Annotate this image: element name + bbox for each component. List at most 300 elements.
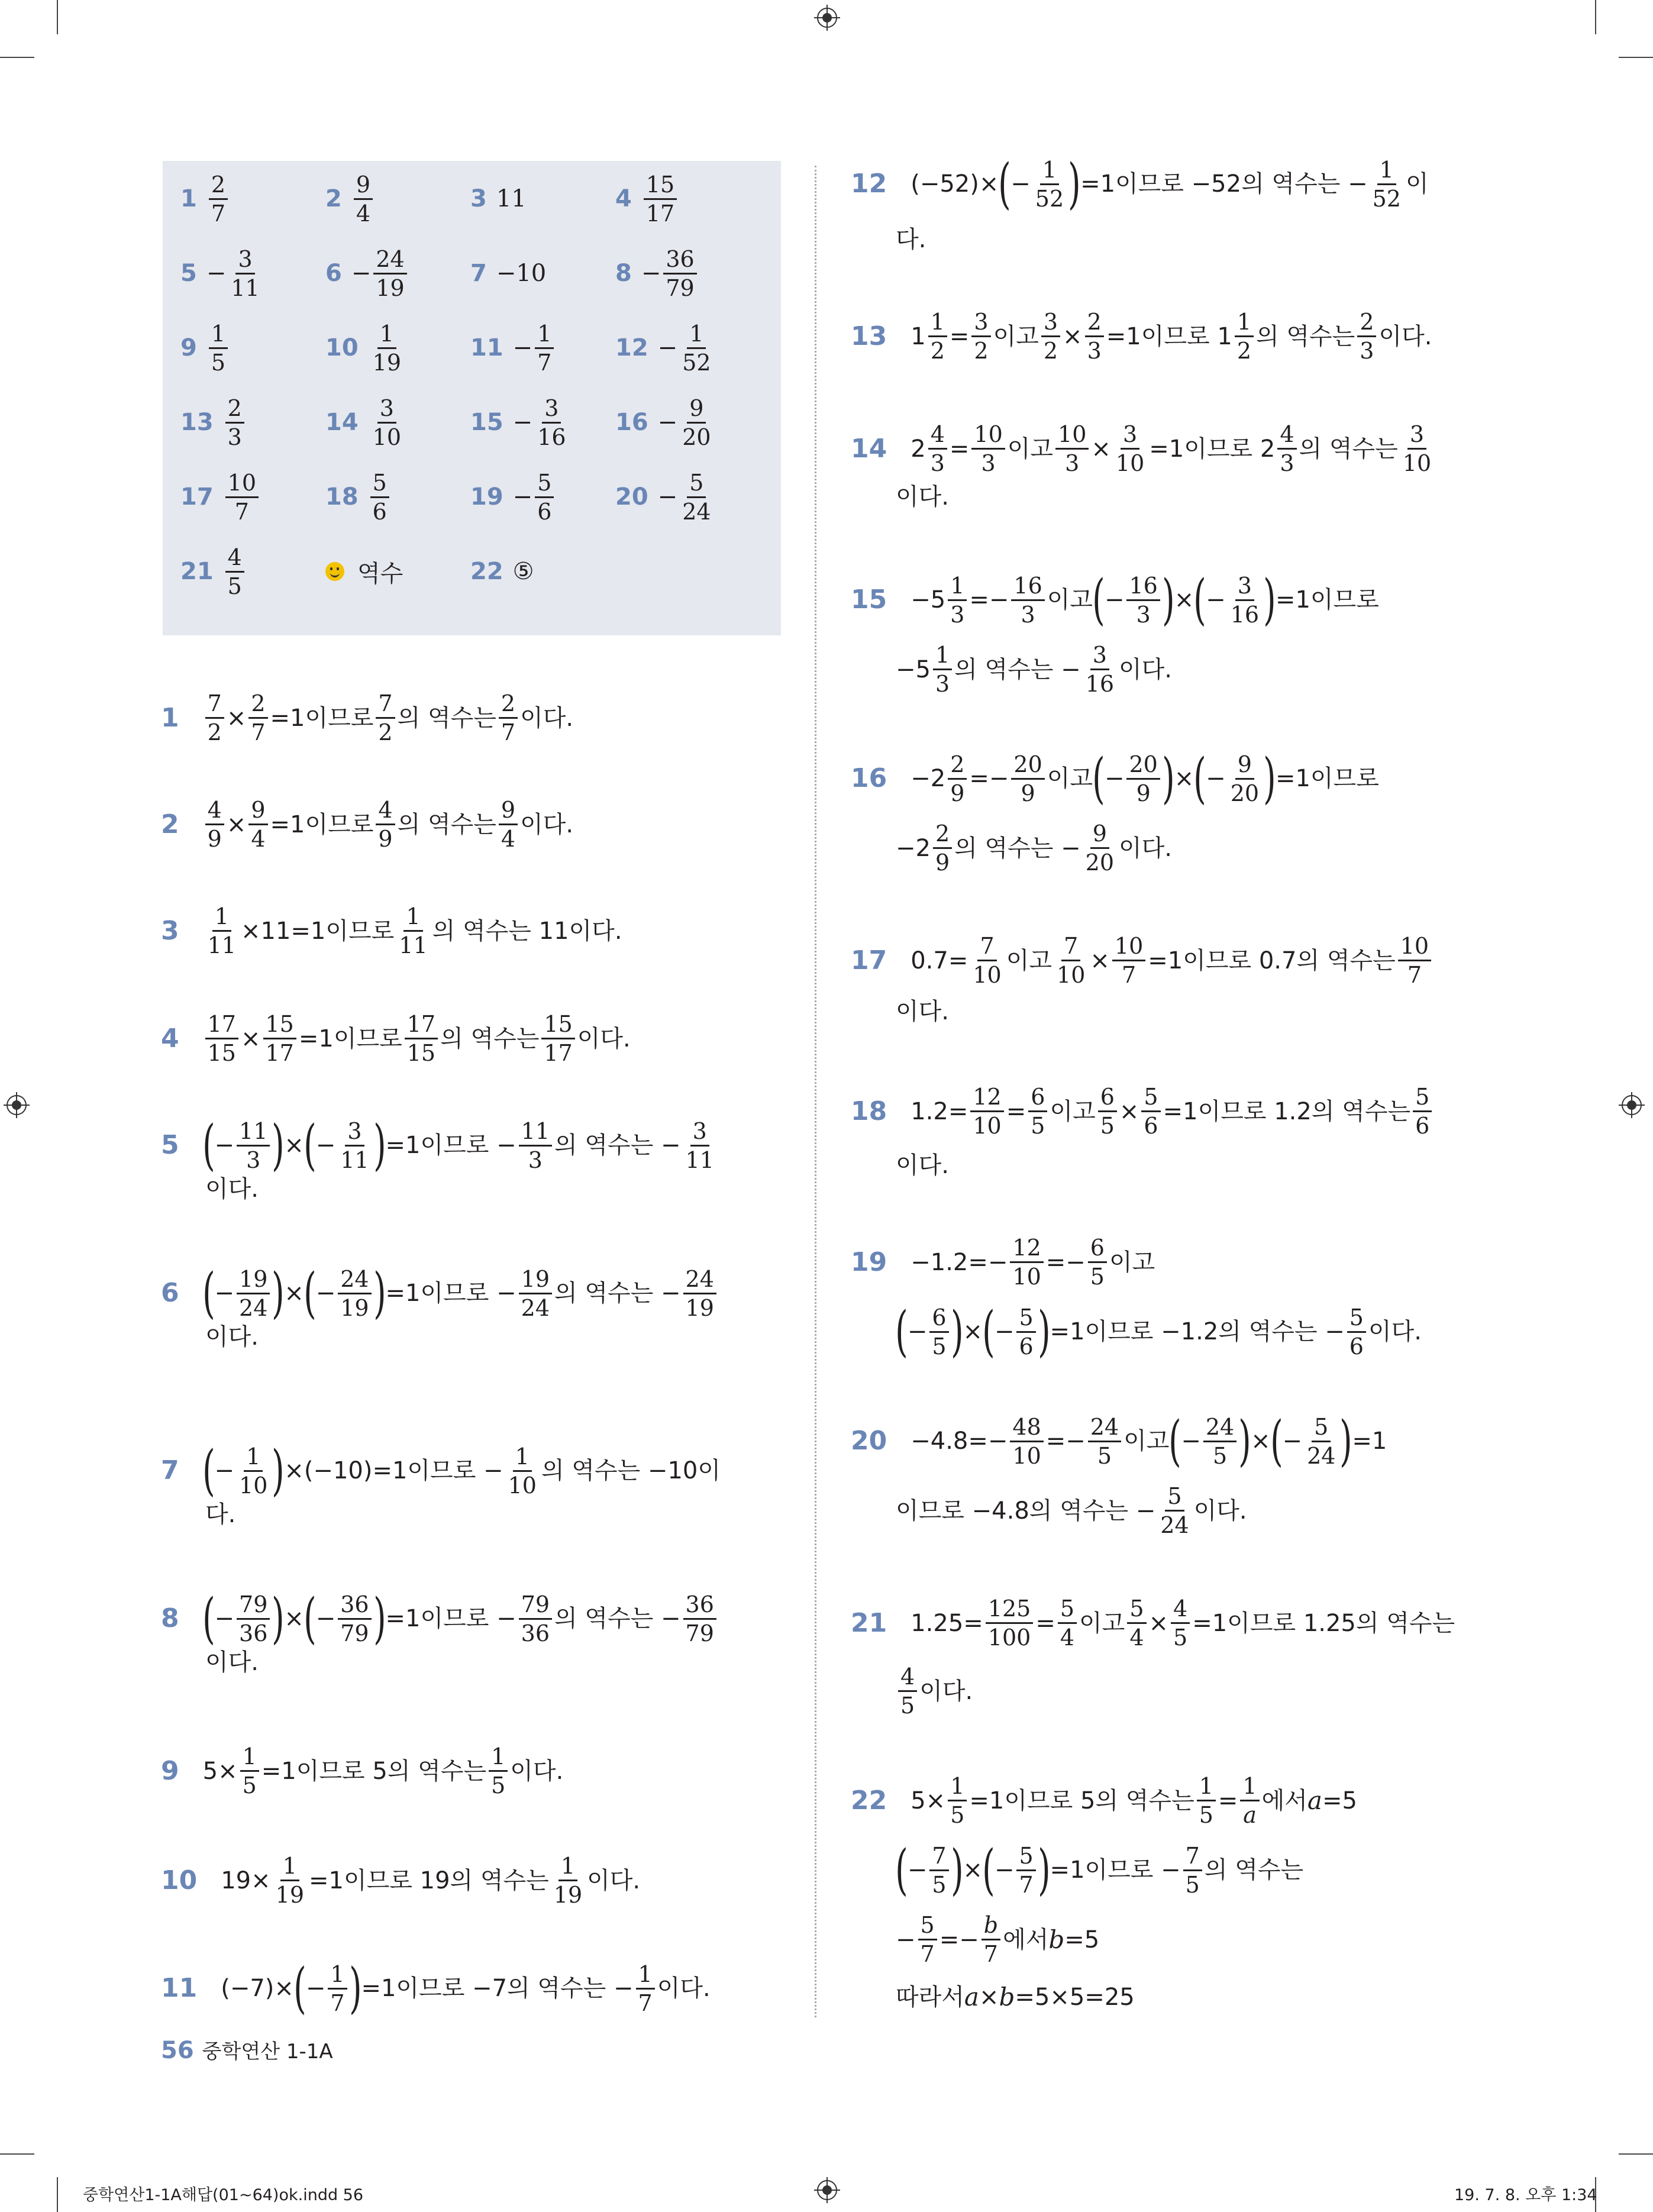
numerator: 11 — [519, 1120, 552, 1147]
denominator: 3 — [1280, 450, 1294, 476]
text-run: − — [994, 1318, 1015, 1345]
left-paren: ( — [1092, 568, 1105, 631]
solution-line — [205, 1177, 259, 1201]
solution-line — [896, 1000, 949, 1023]
answer-number: 14 — [325, 409, 359, 436]
denominator: 3 — [1360, 338, 1374, 364]
fraction — [1028, 1086, 1047, 1137]
left-paren: ( — [304, 1113, 317, 1177]
left-paren: ( — [304, 1261, 317, 1325]
numerator: 5 — [1347, 1306, 1366, 1333]
denominator: 3 — [227, 424, 242, 450]
answer-number: 20 — [615, 483, 648, 511]
problem-number: 1 — [161, 702, 179, 733]
denominator: 3 — [935, 671, 950, 697]
text-run: (−7)× — [221, 1975, 294, 2002]
answer-number: 18 — [325, 483, 359, 511]
solution-line — [851, 1775, 1357, 1826]
denominator: 5 — [1097, 1442, 1112, 1469]
text-run: 이고 — [1109, 1248, 1155, 1276]
denominator: 3 — [1021, 601, 1035, 628]
numerator: 5 — [1058, 1597, 1077, 1624]
text-run: ×(−10)=1이므로 − — [284, 1457, 503, 1484]
text-run: − — [1104, 586, 1125, 613]
problem-number: 14 — [851, 433, 887, 464]
numerator: 10 — [1398, 935, 1431, 961]
solution-line — [851, 1086, 1434, 1137]
denominator: 5 — [900, 1693, 915, 1719]
numerator: 24 — [1203, 1416, 1236, 1442]
fraction — [971, 423, 1005, 474]
answer-number: 21 — [180, 558, 214, 585]
solution-line — [896, 228, 926, 251]
numerator: 1 — [948, 1775, 967, 1801]
fraction — [982, 1914, 1000, 1965]
problem-number: 22 — [851, 1785, 887, 1816]
denominator: 5 — [242, 1772, 257, 1798]
text-run: −4.8=− — [911, 1428, 1008, 1455]
left-paren: ( — [202, 1587, 215, 1650]
numerator: 5 — [1141, 1086, 1160, 1112]
text-run: 이므로 −4.8의 역수는 − — [896, 1497, 1156, 1525]
problem-number: 7 — [161, 1455, 179, 1486]
denominator: 79 — [340, 1620, 369, 1646]
registration-mark-icon — [1619, 1092, 1645, 1118]
fraction — [1197, 1775, 1216, 1826]
denominator: 15 — [406, 1040, 436, 1066]
denominator: 2 — [378, 719, 393, 745]
problem-number: 6 — [161, 1278, 179, 1308]
answer-number: 7 — [470, 260, 487, 287]
answer-number: 8 — [615, 260, 632, 287]
denominator: 36 — [239, 1620, 268, 1646]
numerator: 10 — [971, 423, 1005, 450]
fraction — [489, 1745, 508, 1797]
denominator: 10 — [1115, 450, 1145, 476]
fraction — [405, 1013, 438, 1064]
fraction — [683, 1265, 716, 1321]
text-run: =1이므로 1.2의 역수는 — [1163, 1097, 1411, 1125]
denominator: 52 — [1035, 185, 1064, 212]
numerator: 1 — [377, 322, 396, 349]
answer-item — [180, 461, 261, 532]
fraction — [1083, 644, 1116, 695]
text-run: 의 역수는 — [440, 1025, 540, 1052]
denominator: 5 — [1173, 1625, 1188, 1651]
fraction — [680, 469, 713, 525]
text-run: 다. — [205, 1501, 236, 1528]
text-run: 의 역수는 — [1256, 322, 1355, 350]
slug-file: 중학연산1-1A해답(01~64)ok.indd 56 — [83, 2186, 364, 2204]
fraction — [338, 1265, 371, 1321]
text-run: × — [226, 810, 247, 838]
denominator: 3 — [1087, 338, 1102, 364]
denominator: 24 — [1160, 1512, 1189, 1538]
answer-number: 13 — [180, 409, 214, 436]
numerator: 9 — [248, 799, 267, 825]
denominator: 10 — [239, 1472, 268, 1499]
denominator: 20 — [1085, 850, 1115, 876]
answer-item — [470, 163, 527, 234]
solution-line — [161, 1113, 719, 1177]
text-run: 이다. — [657, 1975, 711, 2002]
right-paren: ) — [1162, 747, 1175, 810]
left-paren: ( — [202, 1113, 215, 1177]
left-paren: ( — [982, 1838, 995, 1901]
fraction — [683, 1120, 716, 1171]
problem-number: 2 — [161, 809, 179, 839]
solution-line — [161, 799, 573, 850]
solution-line — [896, 822, 1172, 874]
text-run: =1 — [1352, 1428, 1387, 1455]
text-run: − — [214, 1132, 235, 1159]
answer-number: 6 — [325, 260, 342, 287]
right-paren: ) — [1162, 568, 1175, 631]
text-run: − — [907, 1318, 928, 1345]
fraction — [1011, 753, 1044, 805]
denominator: 3 — [930, 450, 945, 476]
numerator: 3 — [1235, 574, 1254, 601]
numerator: 3 — [1090, 644, 1109, 670]
denominator: 5 — [1090, 1264, 1105, 1290]
denominator: 2 — [1043, 338, 1058, 364]
fraction — [1305, 1413, 1338, 1469]
fraction — [680, 322, 713, 374]
text-run: ×11=1이므로 — [240, 917, 395, 945]
right-paren: ) — [373, 1113, 386, 1177]
fraction — [225, 397, 244, 448]
numerator: 2 — [1085, 311, 1104, 337]
numerator: 24 — [373, 248, 406, 275]
sign: − — [206, 260, 227, 287]
variable: b — [1048, 1924, 1065, 1954]
text-run: × — [963, 1856, 983, 1884]
fraction — [1398, 935, 1431, 986]
answer-item — [180, 536, 247, 607]
fraction — [1141, 1086, 1160, 1137]
problem-number: 20 — [851, 1426, 887, 1456]
text-run: =− — [969, 586, 1009, 613]
denominator: 19 — [553, 1882, 583, 1908]
text-run: = — [949, 322, 970, 350]
denominator: 2 — [207, 719, 222, 745]
text-run: − — [315, 1132, 336, 1159]
left-paren: ( — [202, 1439, 215, 1502]
solution-line — [161, 1013, 631, 1064]
solution-line — [161, 692, 573, 744]
text-run: =− — [969, 765, 1009, 792]
fraction — [970, 1086, 1003, 1137]
sign: − — [657, 409, 678, 436]
denominator: 2 — [1236, 338, 1251, 364]
numerator: 1 — [328, 1963, 347, 1990]
fraction — [1357, 311, 1376, 362]
text-run: −2 — [911, 765, 946, 792]
text-run: 이고 — [1050, 1097, 1096, 1125]
text-run: 이다. — [896, 1152, 949, 1179]
numerator: 1 — [513, 1445, 532, 1472]
numerator: 16 — [1011, 574, 1044, 601]
text-run: =1이므로 19의 역수는 — [309, 1867, 549, 1894]
numerator: 12 — [970, 1086, 1003, 1112]
text-run: × — [1119, 1097, 1139, 1125]
text-run: =1이므로 — [1275, 586, 1379, 613]
text-run: 0.7= — [911, 947, 968, 974]
denominator: 20 — [1230, 780, 1260, 806]
answer-number: 1 — [180, 185, 197, 212]
numerator: 7 — [1183, 1845, 1202, 1871]
numerator: 2 — [209, 173, 228, 200]
numerator: 6 — [929, 1306, 948, 1333]
fraction — [1347, 1306, 1366, 1358]
answer-item — [180, 387, 247, 458]
denominator: 5 — [227, 573, 242, 599]
denominator: 2 — [974, 338, 989, 364]
denominator: 24 — [239, 1294, 268, 1321]
left-paren: ( — [895, 1838, 908, 1901]
numerator: 5 — [1016, 1306, 1035, 1333]
fraction — [519, 1120, 552, 1171]
numerator: 1 — [244, 1445, 263, 1472]
fraction — [948, 574, 967, 626]
denominator: 5 — [1100, 1113, 1115, 1139]
left-paren: ( — [982, 1300, 995, 1363]
denominator: 5 — [950, 1802, 965, 1828]
text-run: 이고 — [1047, 586, 1093, 613]
numerator: 1 — [1040, 159, 1059, 185]
solution-line — [851, 311, 1432, 362]
problem-number: 17 — [851, 945, 887, 976]
fraction — [328, 1963, 347, 2014]
fraction — [338, 1120, 371, 1171]
fraction — [1088, 1413, 1121, 1469]
fraction — [376, 799, 395, 850]
fraction — [928, 311, 947, 362]
fraction — [237, 1445, 270, 1497]
problem-number: 18 — [851, 1096, 887, 1126]
text-run: 이다. — [577, 1025, 631, 1052]
denominator: 3 — [1065, 450, 1080, 476]
numerator: 4 — [928, 423, 947, 450]
text-run: =5×5=25 — [1015, 1984, 1135, 2011]
text-run: 이다. — [520, 810, 574, 838]
text-run: =1이므로 5의 역수는 — [969, 1787, 1194, 1814]
text-run: 의 역수는 — [397, 810, 496, 838]
text-run: × — [1148, 1609, 1169, 1637]
fraction — [1113, 423, 1147, 474]
text-run: =1이므로 0.7의 역수는 — [1148, 947, 1396, 974]
fraction — [1413, 1086, 1432, 1137]
numerator: 2 — [499, 692, 518, 719]
left-paren: ( — [895, 1300, 908, 1363]
denominator: 10 — [372, 424, 402, 450]
text-run: × — [963, 1318, 983, 1345]
fraction — [541, 1013, 574, 1064]
numerator: 1 — [489, 1745, 508, 1772]
answer-item — [470, 461, 556, 532]
denominator: 9 — [1136, 780, 1151, 806]
fraction — [396, 905, 430, 957]
numerator: 6 — [1098, 1086, 1117, 1112]
answer-item — [615, 238, 699, 309]
numerator: 5 — [370, 472, 389, 498]
denominator: 10 — [973, 1113, 1002, 1139]
fraction — [1085, 311, 1104, 362]
numerator: 1 — [403, 905, 422, 932]
solution-line — [896, 485, 949, 509]
solution-line — [896, 1982, 1135, 2011]
denominator: 11 — [399, 932, 428, 958]
fraction — [551, 1855, 585, 1906]
solution-line — [851, 152, 1429, 215]
fraction — [237, 1593, 270, 1645]
numerator: 6 — [1088, 1236, 1107, 1263]
right-paren: ) — [272, 1439, 285, 1502]
sign: − — [351, 260, 372, 287]
numerator: 1 — [1240, 1775, 1259, 1801]
numerator: 1 — [1197, 1775, 1216, 1801]
denominator: 5 — [1185, 1871, 1200, 1898]
solution-line — [895, 1838, 1304, 1901]
solution-line — [161, 1855, 640, 1906]
text-run: × — [1090, 947, 1110, 974]
sign: − — [641, 260, 661, 287]
text-run: =1이므로 −7의 역수는 − — [361, 1975, 634, 2002]
answer-number: 22 — [470, 558, 503, 585]
page-footer — [161, 2035, 333, 2064]
denominator: 7 — [330, 1990, 345, 2016]
answer-item — [180, 163, 230, 234]
solution-line — [896, 644, 1172, 695]
fraction — [225, 546, 244, 598]
denominator: 9 — [378, 826, 393, 852]
denominator: 52 — [682, 349, 711, 376]
numerator: 15 — [644, 173, 677, 200]
book-title: 중학연산 1-1A — [202, 2040, 333, 2064]
denominator: 5 — [932, 1333, 947, 1360]
fraction — [1016, 1842, 1035, 1898]
fraction — [971, 311, 990, 362]
denominator: 24 — [1307, 1442, 1336, 1469]
text-run: =1이므로 1.25의 역수는 — [1192, 1609, 1455, 1637]
solution-line — [896, 1485, 1247, 1536]
denominator: 3 — [950, 601, 965, 628]
numerator: 5 — [1165, 1485, 1184, 1512]
text-run: − — [896, 1926, 916, 1953]
right-paren: ) — [1339, 1409, 1353, 1472]
numerator: 9 — [687, 397, 706, 424]
answer-number: 17 — [180, 483, 214, 511]
denominator: 20 — [682, 424, 711, 450]
text-run: =5 — [1322, 1787, 1357, 1814]
text-run: 2 — [911, 435, 926, 463]
fraction — [1058, 1597, 1077, 1649]
problem-number: 15 — [851, 585, 887, 615]
denominator: 5 — [1199, 1802, 1213, 1828]
answer-item — [325, 238, 409, 309]
numerator: b — [982, 1914, 1000, 1940]
numerator: 1 — [240, 1745, 259, 1772]
right-paren: ) — [1037, 1300, 1051, 1363]
registration-mark-icon — [814, 2177, 840, 2203]
fraction — [499, 692, 518, 744]
fraction — [1054, 935, 1087, 986]
problem-number: 4 — [161, 1023, 179, 1054]
registration-mark-icon — [814, 5, 840, 31]
denominator: 9 — [207, 826, 222, 852]
text-run: = — [949, 435, 970, 463]
left-paren: ( — [1168, 1409, 1182, 1472]
answer-value: ⑤ — [512, 558, 534, 585]
denominator: 100 — [987, 1625, 1031, 1651]
text-run: 이고 — [1047, 765, 1093, 792]
fraction — [929, 1306, 948, 1358]
denominator: 11 — [231, 275, 260, 301]
denominator: 19 — [372, 349, 402, 376]
numerator: 10 — [1055, 423, 1089, 450]
crop-mark — [57, 2177, 58, 2212]
text-run: − — [315, 1605, 336, 1632]
left-paren: ( — [1193, 747, 1206, 810]
denominator: 3 — [981, 450, 996, 476]
fraction — [338, 1593, 371, 1645]
text-run: =1이므로 — [1275, 765, 1379, 792]
crop-mark — [1595, 0, 1596, 34]
fraction — [683, 1593, 716, 1645]
fraction — [1370, 156, 1403, 212]
answer-item — [470, 387, 571, 458]
numerator: 7 — [977, 935, 996, 961]
fraction — [370, 397, 403, 448]
left-paren: ( — [1092, 747, 1105, 810]
fraction — [209, 173, 228, 225]
right-paren: ) — [1238, 1409, 1251, 1472]
numerator: 1 — [1377, 159, 1396, 185]
denominator: 4 — [251, 826, 266, 852]
denominator: 4 — [1060, 1625, 1075, 1651]
fraction — [1171, 1597, 1190, 1649]
fraction — [237, 1120, 270, 1171]
numerator: 7 — [929, 1845, 948, 1871]
numerator: 17 — [405, 1013, 438, 1039]
solution-line — [851, 1409, 1387, 1472]
text-run: =− — [1045, 1248, 1086, 1276]
fraction — [1127, 1597, 1146, 1649]
text-run: =1이므로 — [270, 704, 374, 732]
fraction — [506, 1445, 539, 1497]
solution-line — [205, 1325, 259, 1349]
answer-value: 11 — [496, 185, 527, 212]
fraction — [933, 644, 952, 695]
text-run: =1이므로 − — [1050, 1856, 1181, 1884]
text-run: 의 역수는 − — [954, 655, 1081, 683]
answer-number: 12 — [615, 334, 648, 361]
answer-item — [325, 536, 403, 607]
crop-mark — [1619, 57, 1653, 58]
denominator: 6 — [1415, 1113, 1430, 1139]
text-run: 5× — [911, 1787, 946, 1814]
fraction — [273, 1855, 306, 1906]
numerator: 3 — [690, 1120, 709, 1147]
text-run: × — [226, 704, 247, 732]
denominator: 10 — [1402, 450, 1432, 476]
right-paren: ) — [1263, 568, 1276, 631]
text-run: =1이므로 − — [385, 1132, 516, 1159]
fraction — [248, 799, 267, 850]
numerator: 5 — [535, 472, 554, 498]
numerator: 15 — [263, 1013, 296, 1039]
text-run: 이다. — [510, 1757, 564, 1785]
